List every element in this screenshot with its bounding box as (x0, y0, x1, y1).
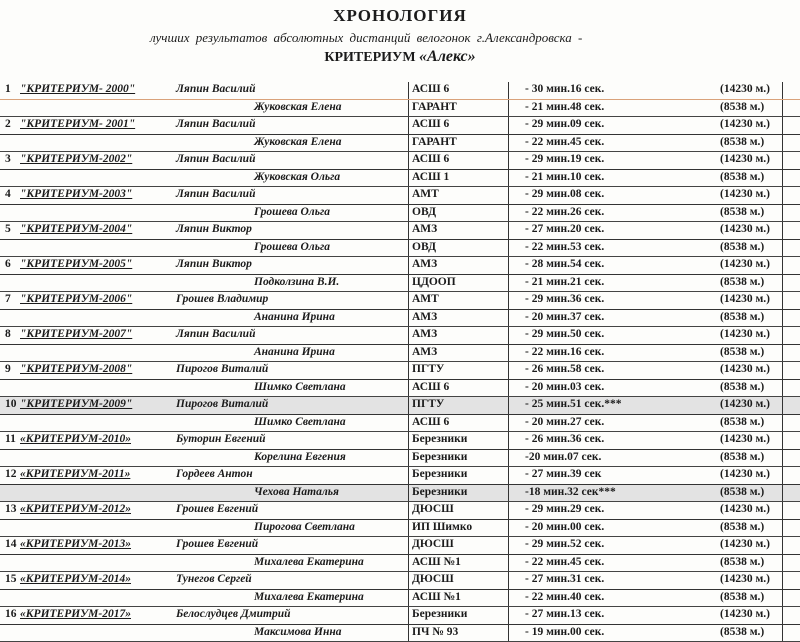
column-divider (782, 205, 783, 222)
column-divider (408, 415, 409, 432)
column-divider (508, 590, 509, 607)
club-name: ПГТУ (412, 363, 444, 375)
athlete-name: Грошева Ольга (254, 241, 330, 253)
column-divider (508, 170, 509, 187)
distance: (14230 м.) (720, 468, 770, 480)
result-time: - 29 мин.36 сек. (525, 293, 604, 305)
column-divider (508, 450, 509, 467)
result-time: - 27 мин.39 сек (525, 468, 601, 480)
athlete-name: Гордеев Антон (176, 468, 253, 480)
row-number: 3 (5, 153, 11, 165)
result-time: - 20 мин.00 сек. (525, 521, 604, 533)
result-time: -20 мин.07 сек. (525, 451, 601, 463)
result-time: -18 мин.32 сек*** (525, 486, 616, 498)
column-divider (508, 362, 509, 379)
club-name: ГАРАНТ (412, 136, 457, 148)
distance: (8538 м.) (720, 521, 764, 533)
result-time: - 20 мин.37 сек. (525, 311, 604, 323)
column-divider (782, 520, 783, 537)
club-name: АМЗ (412, 328, 437, 340)
column-divider (408, 502, 409, 519)
row-number: 14 (5, 538, 17, 550)
column-divider (408, 117, 409, 134)
distance: (8538 м.) (720, 486, 764, 498)
column-divider (408, 572, 409, 589)
result-row-men (0, 397, 800, 415)
club-name: АСШ 1 (412, 171, 449, 183)
column-divider (782, 380, 783, 397)
column-divider (508, 275, 509, 292)
result-time: - 29 мин.52 сек. (525, 538, 604, 550)
column-divider (408, 362, 409, 379)
result-row-women (0, 450, 800, 468)
distance: (14230 м.) (720, 83, 770, 95)
result-row-men (0, 537, 800, 555)
column-divider (408, 520, 409, 537)
result-time: - 22 мин.40 сек. (525, 591, 604, 603)
result-time: - 22 мин.45 сек. (525, 136, 604, 148)
column-divider (782, 432, 783, 449)
result-row-men (0, 432, 800, 450)
column-divider (782, 257, 783, 274)
column-divider (782, 345, 783, 362)
column-divider (782, 467, 783, 484)
race-name: «КРИТЕРИУМ-2010» (20, 433, 131, 445)
row-number: 12 (5, 468, 17, 480)
distance: (14230 м.) (720, 433, 770, 445)
distance: (14230 м.) (720, 188, 770, 200)
athlete-name: Михалева Екатерина (254, 556, 364, 568)
distance: (8538 м.) (720, 346, 764, 358)
result-row-men (0, 502, 800, 520)
column-divider (508, 310, 509, 327)
distance: (14230 м.) (720, 503, 770, 515)
row-number: 6 (5, 258, 11, 270)
race-name: "КРИТЕРИУМ-2009" (20, 398, 132, 410)
column-divider (408, 82, 409, 99)
distance: (14230 м.) (720, 363, 770, 375)
race-name: "КРИТЕРИУМ-2006" (20, 293, 132, 305)
column-divider (508, 345, 509, 362)
club-name: АМТ (412, 188, 439, 200)
club-name: ДЮСШ (412, 503, 454, 515)
column-divider (508, 292, 509, 309)
column-divider (508, 222, 509, 239)
column-divider (408, 310, 409, 327)
result-row-women (0, 485, 800, 503)
result-row-men (0, 82, 800, 100)
result-row-men (0, 117, 800, 135)
distance: (8538 м.) (720, 241, 764, 253)
club-name: ДЮСШ (412, 573, 454, 585)
result-row-women (0, 205, 800, 223)
distance: (14230 м.) (720, 118, 770, 130)
column-divider (408, 450, 409, 467)
distance: (8538 м.) (720, 276, 764, 288)
athlete-name: Жуковская Елена (254, 136, 341, 148)
result-time: - 21 мин.48 сек. (525, 101, 604, 113)
distance: (14230 м.) (720, 538, 770, 550)
column-divider (408, 467, 409, 484)
result-row-women (0, 275, 800, 293)
result-row-men (0, 152, 800, 170)
race-name: "КРИТЕРИУМ-2007" (20, 328, 132, 340)
athlete-name: Ляпин Василий (176, 328, 255, 340)
race-name: «КРИТЕРИУМ-2011» (20, 468, 130, 480)
distance: (8538 м.) (720, 311, 764, 323)
column-divider (782, 152, 783, 169)
row-number: 4 (5, 188, 11, 200)
row-number: 2 (5, 118, 11, 130)
result-row-men (0, 572, 800, 590)
athlete-name: Жуковская Елена (254, 101, 341, 113)
column-divider (782, 135, 783, 152)
result-time: - 22 мин.53 сек. (525, 241, 604, 253)
club-name: АСШ 6 (412, 118, 449, 130)
column-divider (408, 257, 409, 274)
race-name: "КРИТЕРИУМ-2004" (20, 223, 132, 235)
club-name: Березники (412, 486, 467, 498)
distance: (14230 м.) (720, 223, 770, 235)
result-row-men (0, 327, 800, 345)
column-divider (782, 502, 783, 519)
column-divider (782, 275, 783, 292)
row-number: 5 (5, 223, 11, 235)
result-time: - 29 мин.29 сек. (525, 503, 604, 515)
column-divider (508, 625, 509, 642)
club-name: АМЗ (412, 223, 437, 235)
row-number: 1 (5, 83, 11, 95)
criterium-heading (0, 48, 800, 66)
column-divider (782, 100, 783, 117)
document-subtitle: лучших результатов абсолютных дистанций велогонок г.Александровска - (150, 30, 582, 46)
column-divider (508, 432, 509, 449)
column-divider (408, 607, 409, 624)
result-row-women (0, 380, 800, 398)
column-divider (782, 170, 783, 187)
result-row-women (0, 345, 800, 363)
result-time: - 29 мин.08 сек. (525, 188, 604, 200)
club-name: АМТ (412, 293, 439, 305)
distance: (14230 м.) (720, 153, 770, 165)
club-name: Березники (412, 433, 467, 445)
club-name: Березники (412, 468, 467, 480)
column-divider (508, 257, 509, 274)
column-divider (782, 240, 783, 257)
column-divider (408, 537, 409, 554)
result-row-men (0, 257, 800, 275)
club-name: ГАРАНТ (412, 101, 457, 113)
result-row-women (0, 590, 800, 608)
result-time: - 22 мин.26 сек. (525, 206, 604, 218)
result-time: - 21 мин.10 сек. (525, 171, 604, 183)
column-divider (782, 415, 783, 432)
column-divider (782, 222, 783, 239)
club-name: ОВД (412, 241, 436, 253)
result-time: - 25 мин.51 сек.*** (525, 398, 622, 410)
result-row-women (0, 625, 800, 642)
athlete-name: Тунегов Сергей (176, 573, 252, 585)
athlete-name: Ляпин Василий (176, 83, 255, 95)
result-time: - 30 мин.16 сек. (525, 83, 604, 95)
race-name: «КРИТЕРИУМ-2017» (20, 608, 131, 620)
column-divider (782, 572, 783, 589)
row-number: 10 (5, 398, 17, 410)
column-divider (508, 467, 509, 484)
race-name: «КРИТЕРИУМ-2012» (20, 503, 131, 515)
athlete-name: Максимова Инна (254, 626, 341, 638)
column-divider (508, 485, 509, 502)
club-name: АСШ 6 (412, 381, 449, 393)
row-number: 16 (5, 608, 17, 620)
document-title: ХРОНОЛОГИЯ (0, 6, 800, 26)
column-divider (408, 170, 409, 187)
column-divider (508, 187, 509, 204)
club-name: АСШ №1 (412, 556, 461, 568)
distance: (8538 м.) (720, 591, 764, 603)
column-divider (782, 450, 783, 467)
result-time: - 26 мин.36 сек. (525, 433, 604, 445)
athlete-name: Буторин Евгений (176, 433, 266, 445)
column-divider (508, 205, 509, 222)
result-time: - 29 мин.19 сек. (525, 153, 604, 165)
athlete-name: Грошева Ольга (254, 206, 330, 218)
club-name: ОВД (412, 206, 436, 218)
column-divider (408, 240, 409, 257)
distance: (14230 м.) (720, 398, 770, 410)
column-divider (508, 135, 509, 152)
distance: (8538 м.) (720, 626, 764, 638)
club-name: Березники (412, 608, 467, 620)
column-divider (408, 100, 409, 117)
athlete-name: Ананина Ирина (254, 346, 335, 358)
result-row-men (0, 187, 800, 205)
column-divider (408, 485, 409, 502)
column-divider (408, 187, 409, 204)
athlete-name: Корелина Евгения (254, 451, 346, 463)
column-divider (508, 415, 509, 432)
athlete-name: Шимко Светлана (254, 416, 346, 428)
row-number: 7 (5, 293, 11, 305)
column-divider (508, 152, 509, 169)
distance: (8538 м.) (720, 206, 764, 218)
column-divider (782, 82, 783, 99)
distance: (14230 м.) (720, 608, 770, 620)
club-name: АСШ 6 (412, 83, 449, 95)
race-name: «КРИТЕРИУМ-2014» (20, 573, 131, 585)
result-time: - 20 мин.03 сек. (525, 381, 604, 393)
column-divider (782, 590, 783, 607)
club-name: АСШ 6 (412, 416, 449, 428)
column-divider (782, 310, 783, 327)
result-row-men (0, 467, 800, 485)
column-divider (508, 555, 509, 572)
row-number: 15 (5, 573, 17, 585)
column-divider (782, 607, 783, 624)
results-table (0, 82, 800, 642)
athlete-name: Подколзина В.И. (254, 276, 339, 288)
column-divider (508, 607, 509, 624)
criterium-name: «Алекс» (419, 48, 476, 65)
distance: (8538 м.) (720, 556, 764, 568)
column-divider (508, 537, 509, 554)
club-name: ЦДООП (412, 276, 456, 288)
row-number: 13 (5, 503, 17, 515)
athlete-name: Ляпин Василий (176, 153, 255, 165)
athlete-name: Пирогов Виталий (176, 398, 268, 410)
result-row-women (0, 135, 800, 153)
criterium-label: КРИТЕРИУМ (324, 50, 415, 65)
result-time: - 19 мин.00 сек. (525, 626, 604, 638)
result-time: - 29 мин.50 сек. (525, 328, 604, 340)
column-divider (782, 362, 783, 379)
athlete-name: Ананина Ирина (254, 311, 335, 323)
result-time: - 22 мин.45 сек. (525, 556, 604, 568)
athlete-name: Шимко Светлана (254, 381, 346, 393)
club-name: АСШ 6 (412, 153, 449, 165)
race-name: «КРИТЕРИУМ-2013» (20, 538, 131, 550)
result-row-women (0, 170, 800, 188)
distance: (8538 м.) (720, 171, 764, 183)
athlete-name: Ляпин Василий (176, 188, 255, 200)
distance: (8538 м.) (720, 101, 764, 113)
club-name: АМЗ (412, 258, 437, 270)
column-divider (408, 327, 409, 344)
club-name: ИП Шимко (412, 521, 472, 533)
column-divider (408, 292, 409, 309)
athlete-name: Ляпин Виктор (176, 258, 252, 270)
race-name: "КРИТЕРИУМ-2002" (20, 153, 132, 165)
column-divider (782, 292, 783, 309)
result-time: - 27 мин.13 сек. (525, 608, 604, 620)
race-name: "КРИТЕРИУМ-2008" (20, 363, 132, 375)
result-row-men (0, 292, 800, 310)
club-name: АМЗ (412, 346, 437, 358)
column-divider (782, 555, 783, 572)
result-time: - 27 мин.31 сек. (525, 573, 604, 585)
result-row-men (0, 607, 800, 625)
result-time: - 28 мин.54 сек. (525, 258, 604, 270)
athlete-name: Грошев Евгений (176, 538, 258, 550)
race-name: "КРИТЕРИУМ- 2000" (20, 83, 135, 95)
race-name: "КРИТЕРИУМ-2005" (20, 258, 132, 270)
result-row-women (0, 415, 800, 433)
column-divider (508, 82, 509, 99)
result-time: - 27 мин.20 сек. (525, 223, 604, 235)
distance: (8538 м.) (720, 416, 764, 428)
club-name: ДЮСШ (412, 538, 454, 550)
result-row-women (0, 520, 800, 538)
row-number: 9 (5, 363, 11, 375)
column-divider (508, 240, 509, 257)
club-name: АСШ №1 (412, 591, 461, 603)
result-time: - 20 мин.27 сек. (525, 416, 604, 428)
column-divider (408, 625, 409, 642)
distance: (14230 м.) (720, 293, 770, 305)
club-name: АМЗ (412, 311, 437, 323)
distance: (14230 м.) (720, 573, 770, 585)
race-name: "КРИТЕРИУМ-2003" (20, 188, 132, 200)
column-divider (508, 520, 509, 537)
column-divider (408, 345, 409, 362)
column-divider (508, 117, 509, 134)
column-divider (408, 555, 409, 572)
row-number: 8 (5, 328, 11, 340)
result-row-women (0, 100, 800, 118)
column-divider (782, 327, 783, 344)
result-row-women (0, 240, 800, 258)
column-divider (782, 537, 783, 554)
athlete-name: Ляпин Василий (176, 118, 255, 130)
result-time: - 22 мин.16 сек. (525, 346, 604, 358)
document-header (0, 0, 800, 70)
distance: (14230 м.) (720, 258, 770, 270)
result-row-women (0, 310, 800, 328)
column-divider (782, 625, 783, 642)
athlete-name: Чехова Наталья (254, 486, 339, 498)
athlete-name: Белослудцев Дмитрий (176, 608, 291, 620)
column-divider (508, 502, 509, 519)
athlete-name: Грошев Владимир (176, 293, 268, 305)
result-time: - 21 мин.21 сек. (525, 276, 604, 288)
row-number: 11 (5, 433, 16, 445)
athlete-name: Михалева Екатерина (254, 591, 364, 603)
distance: (8538 м.) (720, 451, 764, 463)
column-divider (408, 205, 409, 222)
club-name: Березники (412, 451, 467, 463)
result-row-men (0, 222, 800, 240)
athlete-name: Жуковская Ольга (254, 171, 340, 183)
distance: (8538 м.) (720, 381, 764, 393)
column-divider (782, 485, 783, 502)
column-divider (408, 152, 409, 169)
distance: (8538 м.) (720, 136, 764, 148)
column-divider (408, 590, 409, 607)
column-divider (782, 117, 783, 134)
column-divider (408, 397, 409, 414)
club-name: ПГТУ (412, 398, 444, 410)
column-divider (408, 380, 409, 397)
race-name: "КРИТЕРИУМ- 2001" (20, 118, 135, 130)
column-divider (508, 397, 509, 414)
column-divider (782, 187, 783, 204)
result-time: - 26 мин.58 сек. (525, 363, 604, 375)
athlete-name: Пирогов Виталий (176, 363, 268, 375)
result-row-men (0, 362, 800, 380)
column-divider (408, 222, 409, 239)
column-divider (408, 432, 409, 449)
column-divider (508, 380, 509, 397)
result-row-women (0, 555, 800, 573)
club-name: ПЧ № 93 (412, 626, 458, 638)
column-divider (508, 327, 509, 344)
distance: (14230 м.) (720, 328, 770, 340)
column-divider (782, 397, 783, 414)
column-divider (508, 572, 509, 589)
athlete-name: Грошев Евгений (176, 503, 258, 515)
athlete-name: Пирогова Светлана (254, 521, 355, 533)
athlete-name: Ляпин Виктор (176, 223, 252, 235)
column-divider (408, 135, 409, 152)
column-divider (408, 275, 409, 292)
column-divider (508, 100, 509, 117)
result-time: - 29 мин.09 сек. (525, 118, 604, 130)
